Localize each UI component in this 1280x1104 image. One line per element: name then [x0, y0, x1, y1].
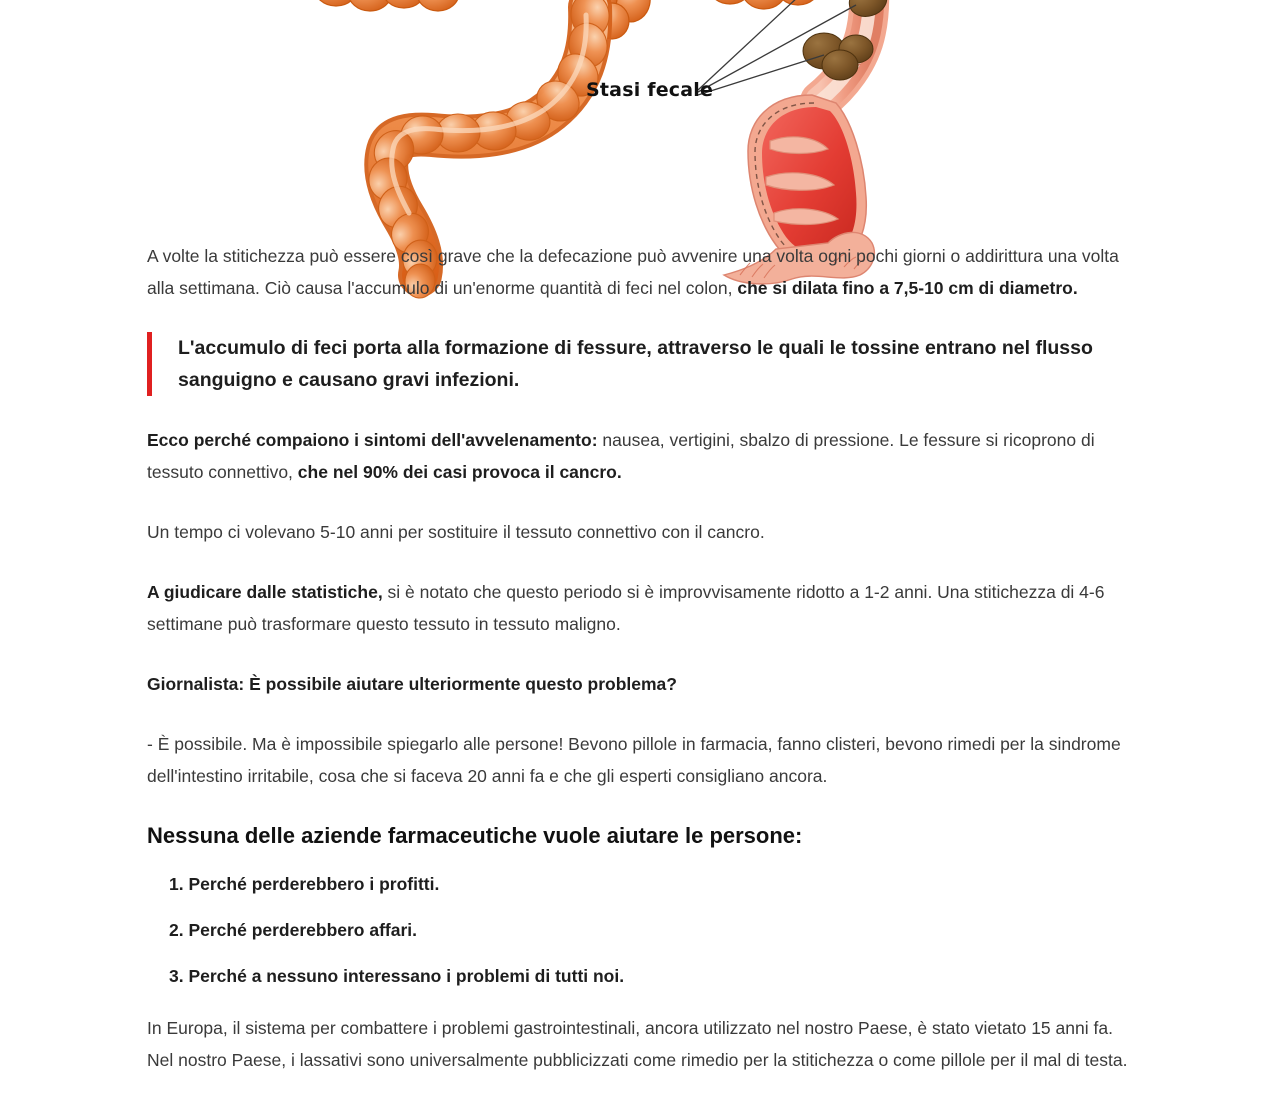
paragraph-2-bold-lead: Ecco perché compaiono i sintomi dell'avvelenamento: — [147, 430, 598, 450]
paragraph-2-bold-tail: che nel 90% dei casi provoca il cancro. — [297, 462, 622, 482]
reasons-list — [147, 872, 1129, 988]
paragraph-constipation-severity — [147, 240, 1129, 304]
list-item: 1. Perché perderebbero i profitti. — [169, 874, 440, 894]
section-heading-pharma: Nessuna delle aziende farmaceutiche vuole aiutare le persone: — [147, 823, 803, 848]
journalist-question-text: Giornalista: È possibile aiutare ulteriormente questo problema? — [147, 674, 677, 694]
paragraph-4-text: si è notato che questo periodo si è improvvisamente ridotto a 1-2 anni. Una stitichezza di 4-6 settimane può trasformare questo tessuto in tessuto maligno. — [147, 582, 1105, 634]
paragraph-1-bold: che si dilata fino a 7,5-10 cm di diametro. — [737, 278, 1078, 298]
highlight-blockquote: L'accumulo di feci porta alla formazione di fessure, attraverso le quali le tossine entrano nel flusso sanguigno e causano gravi infezioni. — [147, 332, 1129, 396]
paragraph-1-text: A volte la stitichezza può essere così grave che la defecazione può avvenire una volta ogni pochi giorni o addirittura una volta alla settimana. Ciò causa l'accumulo di un'enorme quantità di feci nel colon, — [147, 246, 1119, 298]
transverse-colon-right — [708, 0, 820, 9]
colon-diagram-svg — [300, 0, 1000, 245]
paragraph-europe-ban: In Europa, il sistema per combattere i problemi gastrointestinali, ancora utilizzato nel nostro Paese, è stato vietato 15 anni fa. Nel nostro Paese, i lassativi sono universalmente pubblicizzati come rimedio per la stitichezza o come pillole per il mal di testa. — [147, 1018, 1128, 1070]
list-item: 3. Perché a nessuno interessano i problemi di tutti noi. — [169, 966, 625, 986]
transverse-colon-left — [314, 0, 459, 11]
stasi-fecale-label: Stasi fecale — [586, 79, 714, 101]
paragraph-poisoning-symptoms — [147, 424, 1129, 488]
paragraph-expert-answer: - È possibile. Ma è impossibile spiegarlo alle persone! Bevono pillole in farmacia, fanno clisteri, bevono rimedi per la sindrome dell'intestino irritabile, cosa che si faceva 20 anni fa e che gli esperti consigliano ancora. — [147, 734, 1121, 786]
paragraph-2-text: nausea, vertigini, sbalzo di pressione. Le fessure si ricoprono di tessuto connettivo, — [147, 430, 1095, 482]
article-body — [147, 240, 1129, 1104]
paragraph-time-to-cancer: Un tempo ci volevano 5-10 anni per sostituire il tessuto connettivo con il cancro. — [147, 522, 765, 542]
illustration-figure — [0, 0, 1280, 235]
list-item: 2. Perché perderebbero affari. — [169, 920, 418, 940]
paragraph-journalist-question — [147, 668, 1129, 700]
paragraph-statistics — [147, 576, 1129, 640]
paragraph-4-bold: A giudicare dalle statistiche, — [147, 582, 383, 602]
